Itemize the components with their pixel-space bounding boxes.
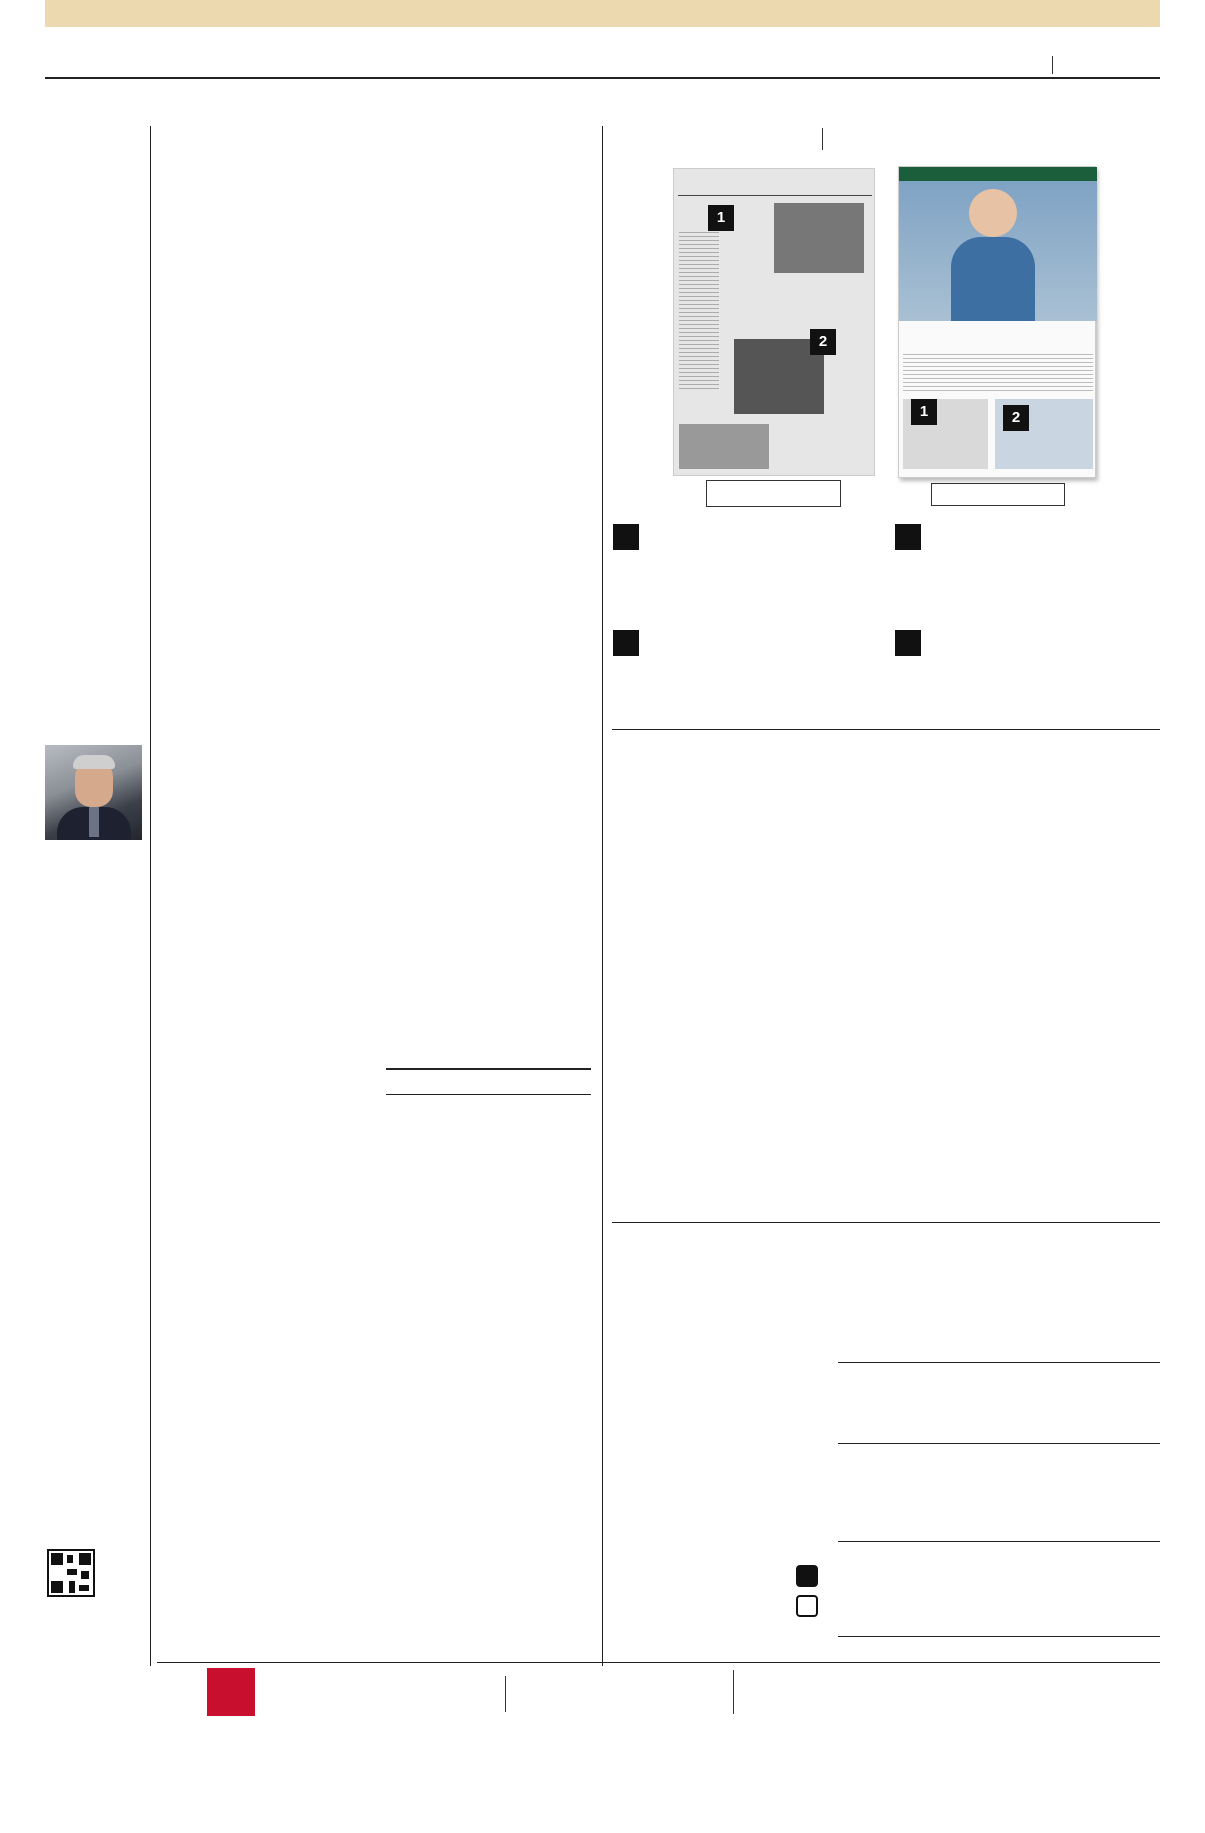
old-rule (678, 195, 872, 196)
message-divider (838, 1541, 1160, 1542)
old-photo-3 (679, 424, 769, 469)
new-cover-face (969, 189, 1017, 237)
ranking-chart (649, 846, 1119, 1186)
message-divider (838, 1443, 1160, 1444)
new-badge-2: 2 (1003, 405, 1029, 431)
editorial-column-2b (386, 1262, 591, 1652)
message-divider (838, 1362, 1160, 1363)
new-cover-jacket (951, 237, 1035, 321)
old-photo-1 (774, 203, 864, 273)
item-1974-1-badge (613, 524, 639, 550)
item-2024-1-badge (895, 524, 921, 550)
footer-separator (733, 1670, 734, 1714)
newspaper-1974-image (673, 168, 875, 476)
year-1974 (706, 480, 841, 507)
new-badge-1: 1 (911, 399, 937, 425)
personaje-hair (73, 755, 115, 769)
x-icon[interactable] (796, 1625, 818, 1647)
migration-title-rule (386, 1094, 591, 1095)
personaje-tie (89, 807, 99, 837)
lr-logo (207, 1668, 255, 1716)
editorial-column-2a (386, 503, 591, 1053)
ranking-top-rule (612, 729, 1160, 730)
migration-chart (386, 1098, 591, 1208)
newspaper-2024-image (898, 166, 1096, 478)
new-text-block (903, 351, 1093, 391)
item-2024-2-badge (895, 630, 921, 656)
hace50-separator (822, 128, 823, 150)
item-1974-2-badge (613, 630, 639, 656)
column-divider-right (602, 126, 603, 1666)
old-badge-1: 1 (708, 205, 734, 231)
header-separator (1052, 56, 1053, 74)
footer-separator (505, 1676, 506, 1712)
instagram-icon[interactable] (796, 1595, 818, 1617)
facebook-icon[interactable] (796, 1565, 818, 1587)
top-band (45, 0, 1160, 27)
editorial-column-1 (159, 503, 360, 1651)
podcast-qr-code[interactable] (47, 1549, 95, 1597)
old-badge-2: 2 (810, 329, 836, 355)
mensajes-top-rule (612, 1222, 1160, 1223)
header-rule (45, 77, 1160, 79)
personaje-photo (45, 745, 142, 840)
new-top-bar (899, 167, 1097, 181)
footer-rule (157, 1662, 1160, 1663)
column-divider-left (150, 126, 151, 1666)
year-2024 (931, 483, 1065, 506)
migration-top-rule (386, 1068, 591, 1070)
old-text-block (679, 229, 719, 389)
message-divider (838, 1636, 1160, 1637)
